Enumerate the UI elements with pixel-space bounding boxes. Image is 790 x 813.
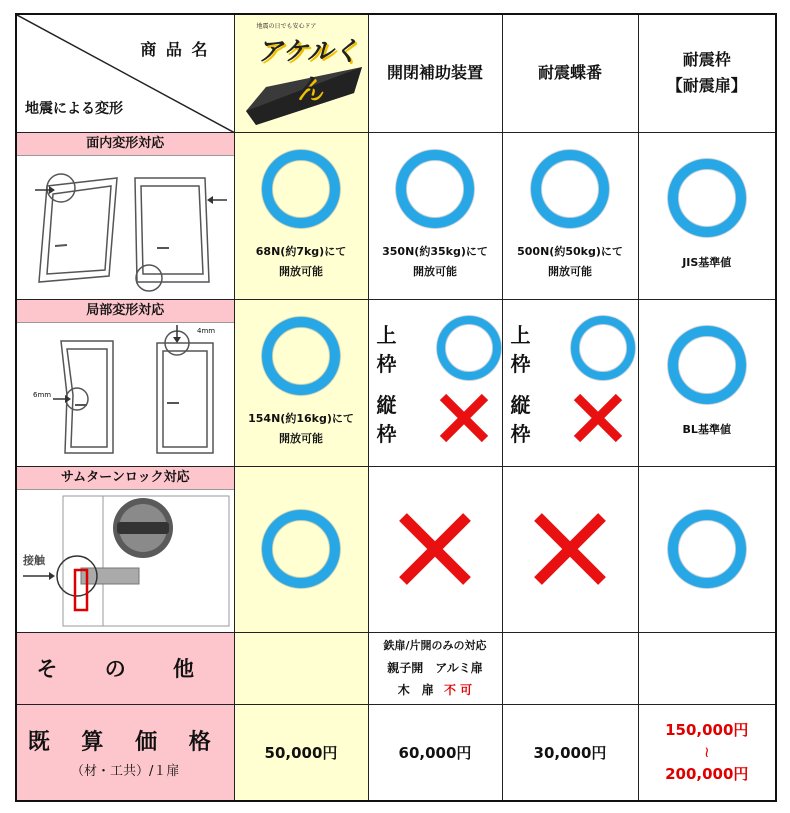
ng-cross-icon	[530, 509, 610, 589]
local-assist-cell	[368, 299, 502, 466]
local-frame-note: BL基準値	[682, 422, 731, 436]
ok-circle-icon	[531, 150, 609, 228]
other-akeru-cell	[234, 632, 368, 704]
other-line3-wood: 木 扉	[397, 683, 434, 697]
other-line1: 鉄扉/片開のみの対応	[383, 639, 487, 652]
other-line2: 親子開 アルミ扉	[387, 661, 483, 675]
price-label-cell	[16, 704, 234, 801]
thumb-label-cell	[16, 466, 234, 632]
ok-circle-icon	[668, 510, 746, 588]
ok-circle-icon	[668, 326, 746, 404]
local-frame-cell	[638, 299, 776, 466]
ng-cross-icon	[571, 391, 625, 445]
local-label-cell	[16, 299, 234, 466]
comparison-table	[15, 13, 777, 802]
inplane-hinge-note1: 500N(約50kg)にて	[517, 244, 623, 258]
ok-circle-icon	[262, 317, 340, 395]
local-akeru-cell	[234, 299, 368, 466]
brand-tagline: 地震の日でも安心ドア	[256, 23, 317, 30]
other-label: そ の 他	[16, 632, 234, 704]
brand-logo: アケルくん	[257, 37, 359, 104]
vertical-frame-label: 縦 枠	[510, 392, 537, 446]
col-header-opening-assist: 開閉補助装置	[368, 14, 502, 132]
inplane-label-cell	[16, 132, 234, 299]
other-hinge-cell	[502, 632, 638, 704]
price-frame-max: 200,000円	[665, 765, 749, 784]
seismic-frame-title: 耐震枠	[682, 50, 731, 70]
inplane-label: 面内変形対応	[17, 133, 234, 156]
deformation-header: 地震による変形	[25, 100, 123, 117]
ng-cross-icon	[437, 391, 491, 445]
price-frame-cell	[638, 704, 776, 801]
dim-side-label: 6mm	[33, 390, 52, 399]
ok-circle-icon	[262, 510, 340, 588]
inplane-door-illustration	[17, 156, 233, 298]
other-assist-cell	[368, 632, 502, 704]
price-akeru: 50,000円	[234, 704, 368, 801]
thumb-frame-cell	[638, 466, 776, 632]
col-header-seismic-frame	[638, 14, 776, 132]
other-frame-cell	[638, 632, 776, 704]
thumb-akeru-cell	[234, 466, 368, 632]
price-assist: 60,000円	[368, 704, 502, 801]
price-label: 既 算 価 格	[27, 729, 223, 755]
price-sub-label: （材・工共）/１扉	[71, 763, 180, 779]
other-line3-ng: 不 可	[444, 683, 473, 697]
product-name-header: 商 品 名	[140, 40, 210, 59]
thumb-label: サムターンロック対応	[17, 467, 234, 490]
local-label: 局部変形対応	[17, 300, 234, 323]
ng-cross-icon	[395, 509, 475, 589]
inplane-akeru-cell	[234, 132, 368, 299]
thumb-hinge-cell	[502, 466, 638, 632]
header-diagonal-cell	[16, 14, 234, 132]
dim-top-label: 4mm	[197, 326, 216, 335]
inplane-assist-note1: 350N(約35kg)にて	[382, 244, 488, 258]
upper-frame-label: 上 枠	[510, 322, 537, 376]
inplane-akeru-note1: 68N(約7kg)にて	[255, 244, 347, 258]
vertical-frame-label: 縦 枠	[376, 392, 403, 446]
ok-circle-icon	[668, 159, 746, 237]
inplane-frame-note: JIS基準値	[682, 255, 732, 269]
inplane-hinge-note2: 開放可能	[548, 264, 592, 278]
ok-circle-icon	[396, 150, 474, 228]
col-header-seismic-hinge: 耐震蝶番	[502, 14, 638, 132]
seismic-door-title: 【耐震扉】	[666, 76, 747, 96]
local-akeru-note1: 154N(約16kg)にて	[248, 411, 354, 425]
price-hinge: 30,000円	[502, 704, 638, 801]
ok-circle-icon	[437, 316, 501, 380]
ok-circle-icon	[262, 150, 340, 228]
inplane-assist-cell	[368, 132, 502, 299]
thumb-turn-illustration	[17, 490, 233, 632]
upper-frame-label: 上 枠	[376, 322, 403, 376]
price-frame-min: 150,000円	[665, 721, 749, 740]
local-akeru-note2: 開放可能	[279, 431, 323, 445]
ok-circle-icon	[571, 316, 635, 380]
inplane-frame-cell	[638, 132, 776, 299]
price-frame-sep: ≀	[703, 743, 710, 762]
product-logo-cell	[234, 14, 368, 132]
thumb-assist-cell	[368, 466, 502, 632]
contact-label: 接触	[23, 553, 45, 567]
inplane-akeru-note2: 開放可能	[279, 264, 323, 278]
inplane-hinge-cell	[502, 132, 638, 299]
inplane-assist-note2: 開放可能	[413, 264, 457, 278]
local-hinge-cell	[502, 299, 638, 466]
